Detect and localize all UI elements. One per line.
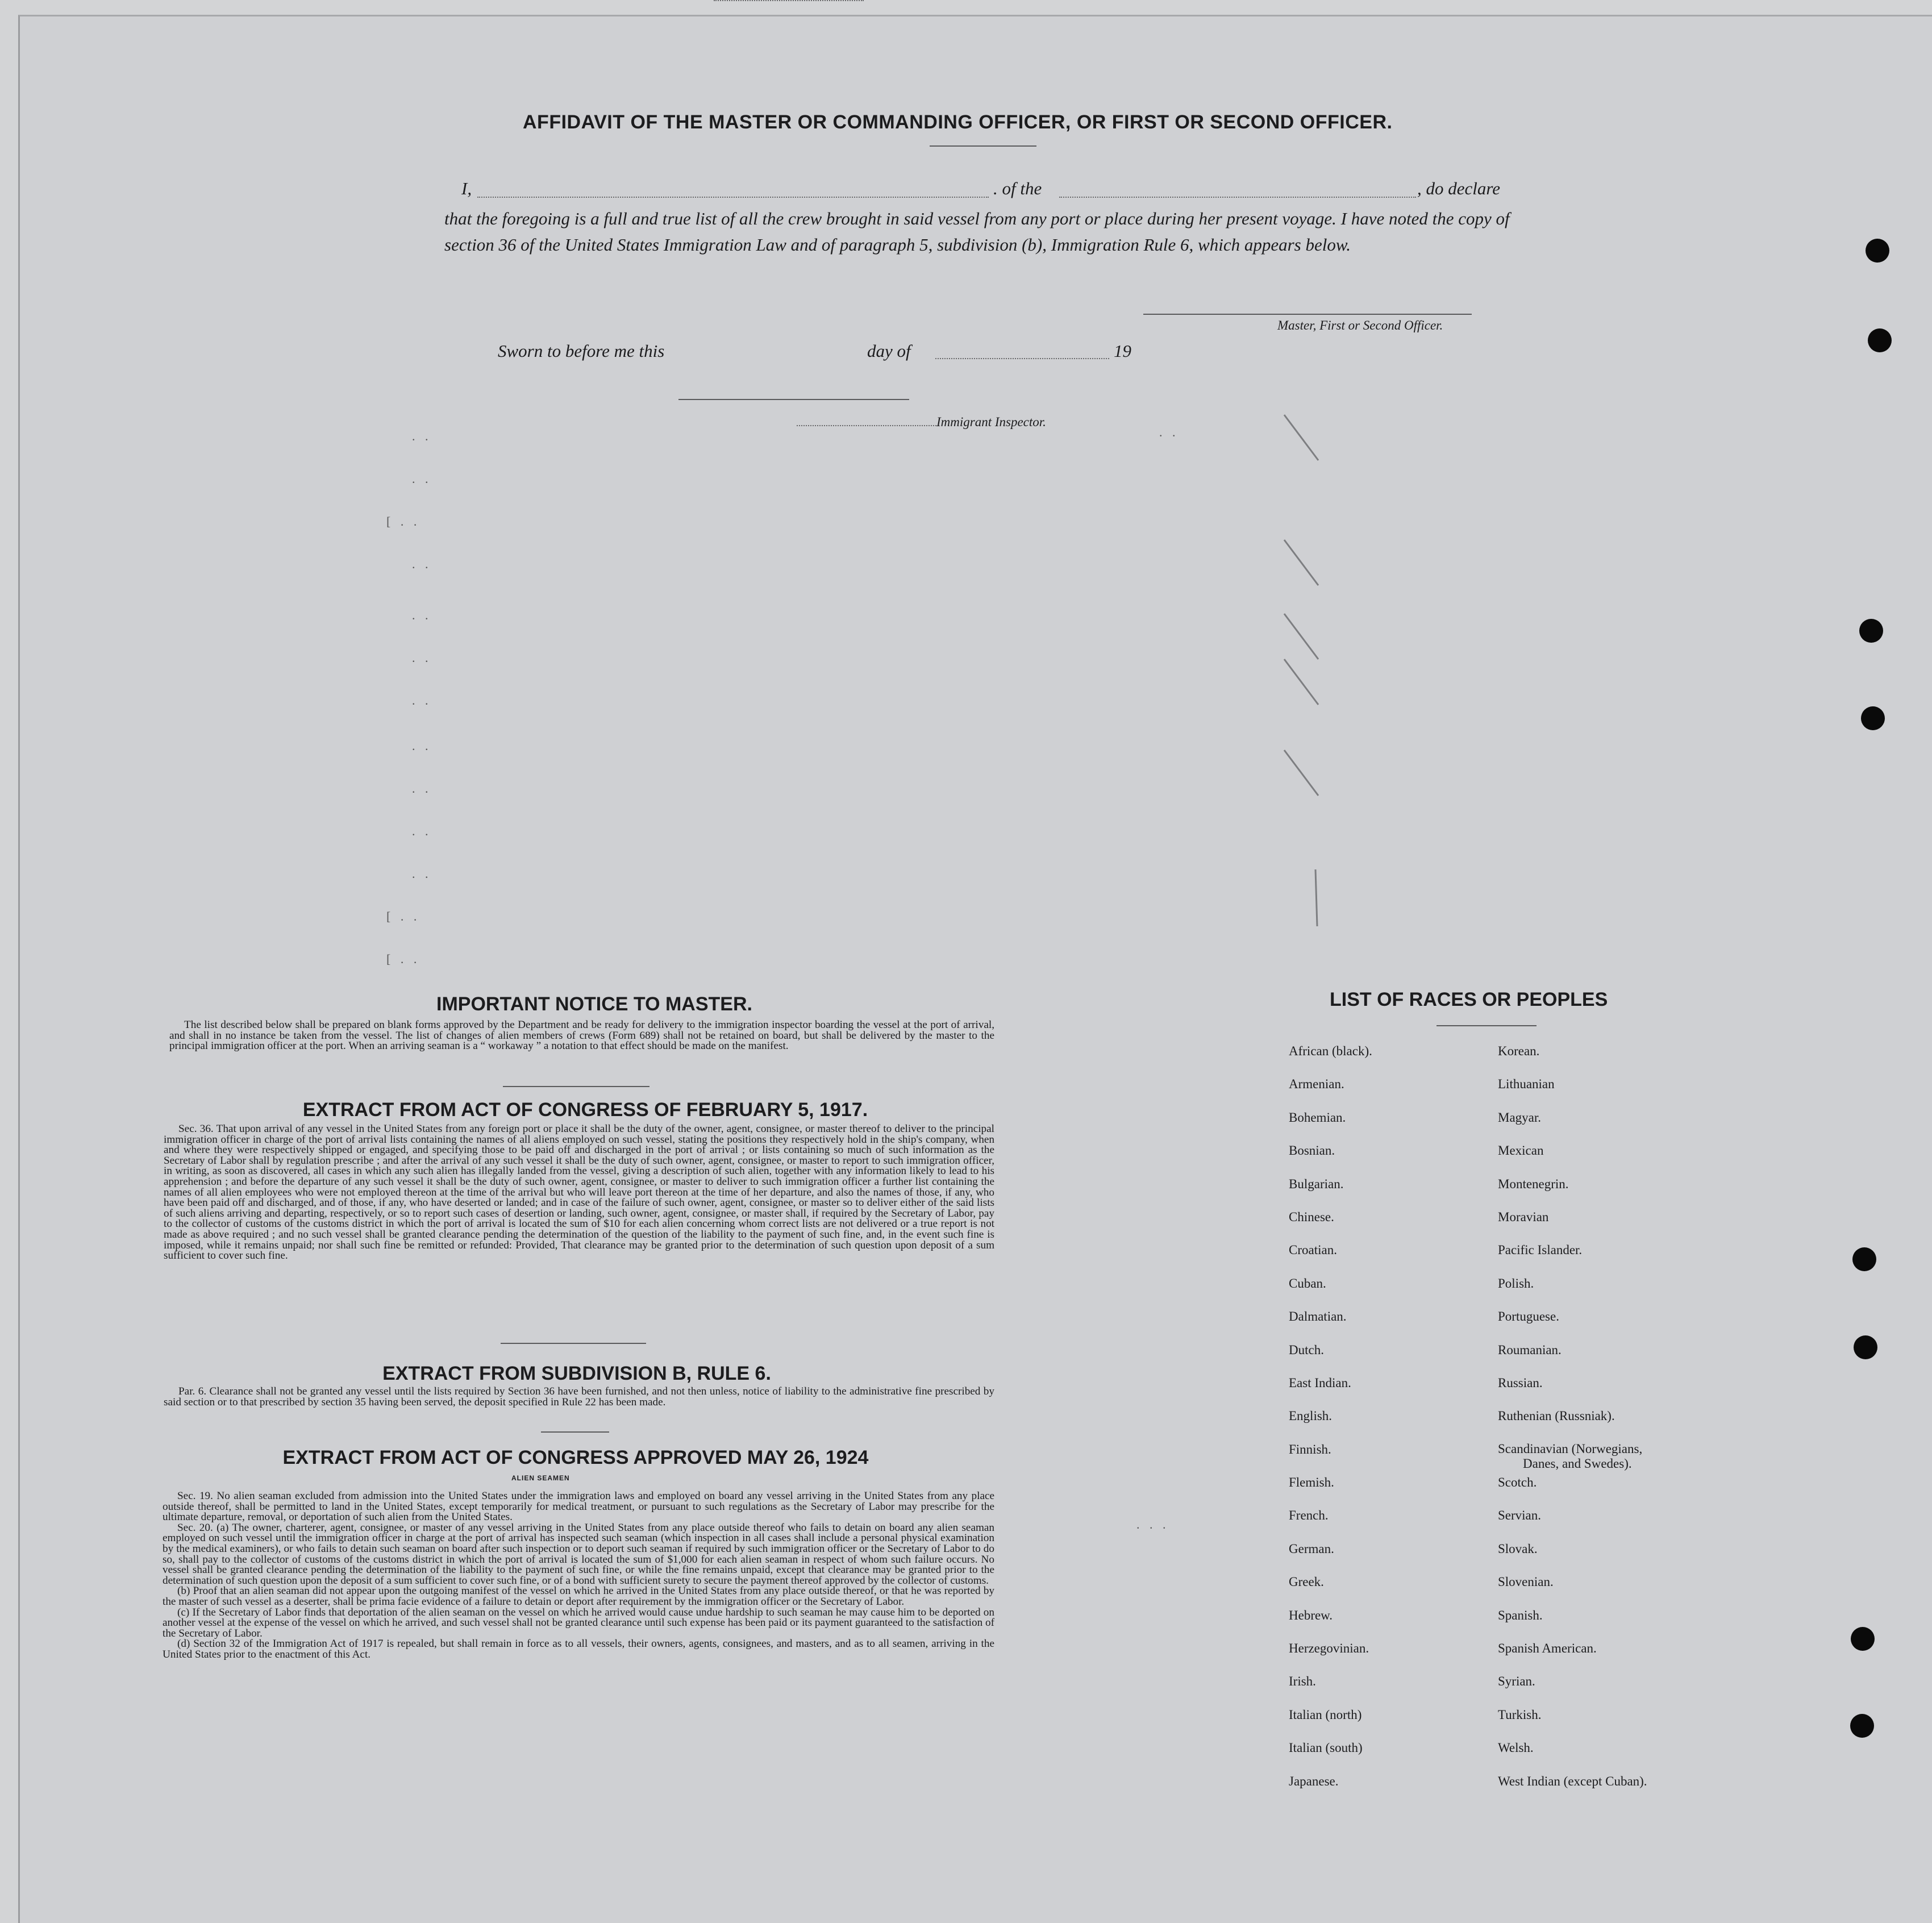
punch-hole — [1859, 619, 1883, 643]
race-item: West Indian (except Cuban). — [1498, 1774, 1647, 1788]
race-item: Syrian. — [1498, 1674, 1535, 1689]
section-divider — [501, 1343, 646, 1344]
punch-hole — [1851, 1627, 1875, 1651]
race-item: Polish. — [1498, 1276, 1534, 1291]
race-item: Bulgarian. — [1289, 1176, 1344, 1191]
race-item: Italian (south) — [1289, 1741, 1363, 1755]
bleed-through-mark: [ . . — [386, 909, 420, 923]
race-item: Croatian. — [1289, 1243, 1337, 1258]
extract-1924-title: EXTRACT FROM ACT OF CONGRESS APPROVED MAY 26, 1924 — [282, 1447, 869, 1468]
race-item: Flemish. — [1289, 1475, 1334, 1490]
race-item: Spanish. — [1498, 1608, 1543, 1622]
race-item: Dalmatian. — [1289, 1309, 1347, 1324]
notice-paragraph: The list described below shall be prepared on blank forms approved by the Department and be ready for delivery to the immigration inspector boarding the vessel at the port of arrival, and shall in no instance be taken from the vessel. The list of changes of alien members of crews (Form 689) shall not be retained on board, but shall be delivered by the master to the principal immigration officer at the port. When an arriving seaman is a “ workaway ” a notation to that effect should be made on the manifest. — [169, 1019, 994, 1052]
punch-hole — [1861, 706, 1885, 730]
sworn-month-line — [935, 358, 1109, 359]
punch-hole — [1852, 1247, 1876, 1271]
sec-20d-paragraph: (d) Section 32 of the Immigration Act of 1917 is repealed, but shall remain in force as to all vessels, their owners, agents, consignees, and masters, and as to all seamen, arriving in the United States prior to the enactment of this Act. — [163, 1638, 994, 1660]
punch-hole — [1854, 1335, 1877, 1359]
bleed-through-mark: . . — [412, 824, 432, 838]
race-item: Scotch. — [1498, 1475, 1537, 1490]
race-item-continuation: Danes, and Swedes). — [1523, 1456, 1632, 1471]
par-6-paragraph: Par. 6. Clearance shall not be granted any vessel until the lists required by Section 36 have been furnished, and not then unless, notice of liability to the administrative fine prescribed by said section or to that prescribed by section 35 having been served, the deposit specified in Rule 22 has been made. — [164, 1385, 994, 1408]
races-right-column — [1498, 1043, 1725, 1807]
race-item: Spanish American. — [1498, 1641, 1597, 1656]
sworn-prefix-label: Sworn to before me this — [498, 341, 665, 361]
races-title-divider — [1436, 1025, 1537, 1026]
race-item: Chinese. — [1289, 1209, 1334, 1224]
punch-hole — [1850, 1714, 1874, 1738]
inspector-label: Immigrant Inspector. — [936, 415, 1046, 429]
section-divider — [541, 1431, 609, 1433]
bleed-through-mark: . . — [412, 608, 432, 622]
bleed-through-mark: . . — [412, 651, 432, 665]
sworn-year-label: 19 — [1114, 341, 1131, 361]
race-item: French. — [1289, 1508, 1329, 1523]
extract-1917-title: EXTRACT FROM ACT OF CONGRESS OF FEBRUARY 5, 1917. — [302, 1099, 868, 1121]
race-item: Servian. — [1498, 1508, 1542, 1523]
race-item: German. — [1289, 1541, 1334, 1556]
bleed-through-mark: . . . — [1136, 1517, 1169, 1531]
notice-body — [169, 1020, 994, 1052]
bleed-through-strokes — [1261, 398, 1330, 994]
bleed-through-mark: . . — [412, 781, 432, 796]
alien-seamen-subtitle: ALIEN SEAMEN — [511, 1474, 570, 1482]
race-item: Russian. — [1498, 1375, 1543, 1390]
races-left-column — [1289, 1043, 1516, 1807]
race-item: Roumanian. — [1498, 1342, 1562, 1357]
sec-20b-paragraph: (b) Proof that an alien seaman did not appear upon the outgoing manifest of the vessel on which he arrived in the United States from any place outside thereof, or that he was reported by the master of such vessel as a deserter, shall be prima facie evidence of a failure to detain or deport after requirement by the immigration officer or the Secretary of Labor. — [163, 1585, 994, 1608]
race-item: Korean. — [1498, 1044, 1540, 1058]
notice-title: IMPORTANT NOTICE TO MASTER. — [436, 993, 752, 1015]
race-item: Herzegovinian. — [1289, 1641, 1369, 1656]
extract-rule6-body — [164, 1387, 994, 1408]
race-item: Ruthenian (Russniak). — [1498, 1409, 1615, 1423]
race-item: Slovak. — [1498, 1541, 1538, 1556]
punch-hole — [1866, 239, 1889, 263]
races-list-title: LIST OF RACES OR PEOPLES — [1330, 989, 1608, 1010]
bleed-through-mark: . . — [412, 557, 432, 571]
inspector-upper-line — [678, 399, 909, 400]
sworn-day-line — [714, 0, 864, 1]
section-divider — [503, 1086, 649, 1087]
declare-end-label: , do declare — [1417, 178, 1501, 198]
bleed-through-mark: . . — [412, 867, 432, 881]
affidavit-title: AFFIDAVIT OF THE MASTER OR COMMANDING OFFICER, OR FIRST OR SECOND OFFICER. — [523, 111, 1393, 133]
race-item: Italian (north) — [1289, 1707, 1362, 1722]
bleed-through-mark: . . — [412, 739, 432, 753]
bleed-through-mark: . . — [412, 429, 432, 443]
race-item: Magyar. — [1498, 1110, 1542, 1125]
vessel-field-line — [1059, 197, 1416, 198]
race-item: Armenian. — [1289, 1077, 1344, 1092]
bleed-through-mark: [ . . — [386, 952, 420, 966]
sec-20c-paragraph: (c) If the Secretary of Labor finds that deportation of the alien seaman on the vessel on which he arrived would cause undue hardship to such seaman he may cause him to be deported on another vessel at the expense of the vessel on which he arrived, and such vessel shall not be granted clearance until such expense has been paid or its payment guaranteed to the satisfaction of the Secretary of Labor. — [163, 1606, 994, 1639]
race-item — [1498, 1442, 1725, 1475]
section-36-paragraph: Sec. 36. That upon arrival of any vessel in the United States from any foreign port or place it shall be the duty of the owner, agent, consignee, or master thereof to deliver to the principal immigration officer in charge of the port of arrival lists containing the names of all aliens employed on such vessel, stating the positions they respectively hold in the ship's company, when and where they were respectively shipped or engaged, and specifying those to be paid off and discharged in the port of arrival ; or lists containing so much of such information as the Secretary of Labor shall by regulation prescribe ; and after the arrival of any such vessel it shall be the duty of such owner, agent, consignee, or master to report to such immigration officer, in writing, as soon as discovered, all cases in which any such alien has illegally landed from the vessel, giving a description of such alien, together with any information likely to lead to his apprehension ; and before the departure of any such vessel it shall be the duty of such owner, agent, consignee, or master to deliver to such immigration officer a further list containing the names of all alien employees who were not employed thereon at the time of the arrival but who will leave port thereon at the time of her departure, and also the names of those, if any, who have been paid off and discharged, and of those, if any, who have deserted or landed; and in case of the failure of such owner, agent, consignee, or master so to deliver either of the said lists of such aliens arriving and departing, respectively, or so to report such cases of desertion or landing, such owner, agent, consignee, or master shall, if required by the Secretary of Labor, pay to the collector of customs of the customs district in which the port of arrival is located the sum of $10 for each alien concerning whom correct lists are not delivered or a true report is not made as above required ; and no such vessel shall be granted clearance pending the determination of the question of the liability to the payment of such fine, and, in the event such fine is imposed, while it remains unpaid; nor shall such fine be remitted or refunded: Provided, That clearance may be granted prior to the determination of such question upon deposit of a sum sufficient to cover such fine. — [164, 1123, 994, 1262]
declare-of-the-label: . of the — [993, 178, 1042, 198]
race-item: Greek. — [1289, 1575, 1324, 1589]
race-item: Irish. — [1289, 1674, 1316, 1689]
race-item: Lithuanian — [1498, 1077, 1555, 1092]
inspector-signature-line — [797, 425, 936, 426]
race-item-line: Scandinavian (Norwegians, — [1498, 1441, 1643, 1456]
affidavit-body: that the foregoing is a full and true list of all the crew brought in said vessel from any port or place during her present voyage. I have noted the copy of section 36 of the United States Immigration Law and of paragraph 5, subdivision (b), Immigration Rule 6, which appears below. — [444, 209, 1510, 255]
sec-19-paragraph: Sec. 19. No alien seaman excluded from admission into the United States under the immigration laws and employed on board any vessel arriving in the United States from any place outside thereof, shall be permitted to land in the United States, except temporarily for medical treatment, or pursuant to such regulations as the Secretary of Labor may prescribe for the ultimate departure, removal, or deportation of such alien from the United States. — [163, 1490, 994, 1524]
declare-i-label: I, — [461, 178, 472, 198]
title-divider — [930, 145, 1036, 147]
bleed-through-mark: [ . . — [386, 514, 420, 528]
punch-hole — [1868, 328, 1892, 352]
extract-rule6-title: EXTRACT FROM SUBDIVISION B, RULE 6. — [382, 1363, 771, 1384]
officer-signature-label: Master, First or Second Officer. — [1277, 318, 1443, 332]
race-item: Turkish. — [1498, 1707, 1542, 1722]
race-item: Montenegrin. — [1498, 1176, 1569, 1191]
race-item: English. — [1289, 1409, 1333, 1423]
race-item: African (black). — [1289, 1044, 1372, 1058]
extract-1924-body — [163, 1491, 994, 1660]
officer-signature-line — [1143, 314, 1472, 315]
race-item: Moravian — [1498, 1209, 1549, 1224]
race-item: Japanese. — [1289, 1774, 1339, 1788]
race-item: Bohemian. — [1289, 1110, 1346, 1125]
race-item: Bosnian. — [1289, 1143, 1335, 1158]
race-item: East Indian. — [1289, 1375, 1351, 1390]
race-item: Cuban. — [1289, 1276, 1326, 1291]
race-item: Hebrew. — [1289, 1608, 1333, 1622]
race-item: Mexican — [1498, 1143, 1544, 1158]
sec-20a-paragraph: Sec. 20. (a) The owner, charterer, agent, consignee, or master of any vessel arriving in the United States from any place outside thereof who fails to detain on board any alien seaman employed on such vessel until the immigration officer in charge at the port of arrival has inspected such seaman (which inspection in all cases shall include a personal physical examination by the medical examiners), or who fails to detain such seaman on board after such inspection or to deport such seaman if required by such immigration officer or the Secretary of Labor to do so, shall pay to the collector of customs of the customs district in which the port of arrival is located the sum of $1,000 for each alien seaman in respect of whom such failure occurs. No vessel shall be granted clearance pending the determination of the liability to the payment of such fine, or while the fine remains unpaid, except that clearance may be granted prior to the determination of such question upon the deposit of a sum sufficient to cover such fine, or of a bond with sufficient surety to secure the payment thereof approved by the collector of customs. — [163, 1521, 994, 1587]
bleed-through-mark: . . — [1159, 425, 1179, 439]
bleed-through-mark: . . — [412, 472, 432, 486]
race-item: Pacific Islander. — [1498, 1243, 1583, 1258]
race-item: Portuguese. — [1498, 1309, 1559, 1324]
race-item: Dutch. — [1289, 1342, 1324, 1357]
race-item: Welsh. — [1498, 1741, 1534, 1755]
bleed-through-mark: . . — [412, 693, 432, 707]
race-item: Finnish. — [1289, 1442, 1331, 1456]
race-item: Slovenian. — [1498, 1575, 1554, 1589]
extract-1917-body — [164, 1124, 994, 1262]
name-field-line — [477, 197, 989, 198]
sworn-day-of-label: day of — [867, 341, 911, 361]
